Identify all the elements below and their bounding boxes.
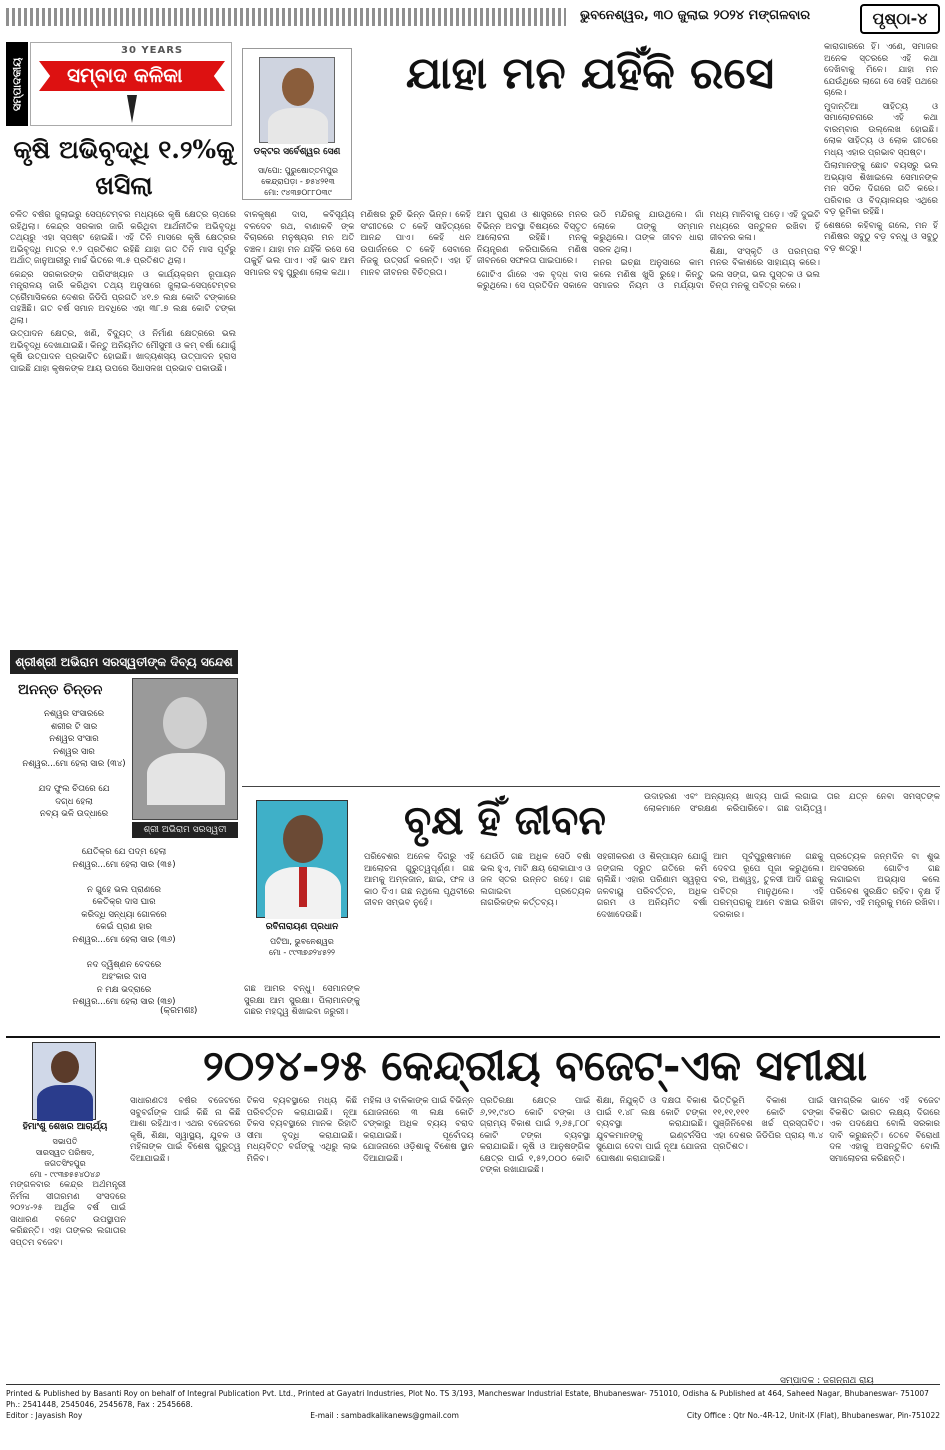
- saint-photo: [132, 678, 238, 820]
- page-number-badge: ପୃଷ୍ଠା-୪: [860, 4, 940, 34]
- poem-line: ଶରୀର ଟି ସାର: [50, 721, 98, 732]
- author-details: [244, 936, 360, 958]
- poem-top: [18, 708, 130, 821]
- portrait-head-icon: [163, 697, 207, 749]
- portrait-head-icon: [282, 68, 314, 106]
- portrait-body-icon: [147, 753, 225, 805]
- message-box-title: ଶ୍ରୀଶ୍ରୀ ଅଭିରାମ ସରସ୍ୱତୀଙ୍କ ଦିବ୍ୟ ସନ୍ଦେଶ: [10, 650, 238, 674]
- paper-name: ସମ୍ବାଦ କଳିକା: [67, 63, 183, 87]
- author-name: ଡକ୍ଟର ସର୍ବେଶ୍ୱର ସେଣ: [253, 147, 341, 157]
- poem-line: ନ ଗୁହେ ଭଲ ପ୍ରାଣରେ: [86, 884, 162, 895]
- paragraph: ମଙ୍ଗଳବାର କେନ୍ଦ୍ର ଅର୍ଥମନ୍ତ୍ରୀ ନିର୍ମଳା ସୀତାରମଣ ସଂସଦରେ ୨୦୨୪-୨୫ ଆର୍ଥିକ ବର୍ଷ ପାଇଁ ସାଧାରଣ ବଜେଟ ଉପସ୍ଥାପନ କରିଛନ୍ତି। ଏହା ତାଙ୍କର ଲଗାତାର ସପ୍ତମ ବଜେଟ।: [10, 1180, 126, 1248]
- paragraph: ଉତ୍ପାଦନ କ୍ଷେତ୍ର, ଖଣି, ବିଦ୍ୟୁତ୍ ଓ ନିର୍ମାଣ କ୍ଷେତ୍ରରେ ଭଲ ଅଭିବୃଦ୍ଧି ଦେଖାଯାଇଛି। କିନ୍ତୁ ଅନିୟମିତ ମୌସୁମୀ ଓ କମ୍ ବର୍ଷା ଯୋଗୁଁ କୃଷି ଉତ୍ପାଦନ ପ୍ରଭାବିତ ହୋଇଛି। ଖାଦ୍ୟଶସ୍ୟ ଉତ୍ପାଦନ ହ୍ରାସ ପାଇଛି ଯାହା କୃଷକଙ୍କ ଆୟ ଉପରେ ସିଧାସଳଖ ପ୍ରଭାବ ପକାଉଛି।: [10, 329, 236, 374]
- photo-caption: ଶ୍ରୀ ଅଭିରାମ ସରସ୍ୱତୀ: [132, 822, 238, 838]
- imprint-row: [6, 1410, 940, 1421]
- poem-line: ଅହଂକାର ଦାସ: [101, 972, 147, 982]
- author-place: ଜଗତସିଂହପୁର: [44, 1159, 86, 1168]
- decorative-strip: [6, 8, 566, 26]
- poem-line: ନଶ୍ୱର...ମୋ ହେଲା ସାର (୩୫): [72, 859, 176, 870]
- author-phone: ମୋ - ୯୯୩୭୬୨୪୫୨୨: [268, 948, 336, 957]
- poem-line: [18, 771, 130, 784]
- tie-icon: [299, 867, 307, 907]
- poem-line: [18, 871, 230, 884]
- paragraph: ପିଲାମାନଙ୍କୁ ଛୋଟ ବୟସରୁ ଭଲ ଅଭ୍ୟାସ ଶିଖାଇଲେ ସେମାନଙ୍କ ମନ ସଠିକ ଦିଗରେ ଗତି କରେ। ପରିବାର ଓ ବିଦ୍ୟାଳୟର ଏଥିରେ ବଡ଼ ଭୂମିକା ରହିଛି।: [824, 161, 938, 217]
- feature-headline: ଯାହା ମନ ଯହିଁକି ରସେ: [405, 47, 775, 99]
- author-name: ହିମାଂଶୁ ଶେଖର ଆଚାର୍ଯ୍ୟ: [22, 1122, 108, 1132]
- poem-line: ନଶ୍ୱର...ମୋ ହେଲା ସାର (୩୭): [72, 997, 176, 1007]
- paragraph: ଗୋଟିଏ ଗାଁରେ ଏକ ବୃଦ୍ଧ ବାସ କରୁଥିଲେ। ସେ ପ୍ରତିଦିନ ସକାଳେ ଉଠି ମନ୍ଦିରକୁ ଯାଉଥିଲେ। ଗାଁ ଲୋକେ ତାଙ୍କୁ ସମ୍ମାନ କରୁଥିଲେ। ତାଙ୍କ ଜୀବନ ଧାରା ସରଳ ଥିଲା।: [476, 210, 704, 291]
- poem-line: କେତିକ୍ର ଦାସ ଘାର: [92, 897, 156, 907]
- poem-line: ଯଦ ଫୁଲ ଚିତାରେ ଯେ: [38, 784, 110, 794]
- author-phone: ମୋ - ୯୯୩୭୫୫୪୦୪୬: [30, 1170, 100, 1179]
- poem-line: ନ ମକ୍ଷ ଭଦ୍ରାରେ: [96, 984, 152, 995]
- paragraph: ମହିଳା ଓ ବାଳିକାଙ୍କ ପାଇଁ ବିଭିନ୍ନ ଯୋଜନାରେ ୩ ଲକ୍ଷ କୋଟି ଟଙ୍କାରୁ ଅଧିକ ବ୍ୟୟ ବରାଦ କରାଯାଇଛି। ପୂର୍ବୋଦୟ ଯୋଜନାରେ ଓଡ଼ିଶାକୁ ବିଶେଷ ସ୍ଥାନ ଦିଆଯାଇଛି।: [363, 1096, 474, 1164]
- poem-bottom: [18, 846, 230, 1009]
- poem-line: ଦଗ୍ଧ ହେଲା: [55, 796, 93, 807]
- budget-article-body: [130, 1096, 940, 1378]
- author-name: ରବିନାରାୟଣ ପ୍ରଧାନ: [265, 922, 339, 932]
- poem-line: ନଶ୍ୱର ସଂସାରରେ: [43, 709, 105, 719]
- message-box-subtitle: ଅନନ୍ତ ଚିନ୍ତନ: [18, 682, 103, 698]
- budget-author-box: [10, 1042, 120, 1179]
- poem-line: ନଶ୍ୱର...ମୋ ହେଲା ସାର (୩୪): [22, 759, 126, 769]
- column-author-box: [242, 48, 352, 200]
- paragraph: ଶେଷରେ କହିବାକୁ ଗଲେ, ମନ ହିଁ ମଣିଷର ସବୁଠୁ ବଡ଼ ବନ୍ଧୁ ଓ ସବୁଠୁ ବଡ଼ ଶତ୍ରୁ।: [824, 220, 938, 254]
- editor-credit: ସମ୍ପାଦକ : ଜଗନ୍ନାଥ ରାୟ: [780, 1376, 874, 1386]
- paragraph: ଉଦାହରଣ ଏବଂ ଅନ୍ୟାନ୍ୟ ଖାଦ୍ୟ ପାଇଁ ଲୋକମାନେ ସଂରକ୍ଷଣ କରିପାରିବେ। ଗଛ ଲଗାଇ ତାର ଯତ୍ନ ନେବା ସମସ୍ତଙ୍କ ଦାୟିତ୍ୱ।: [644, 792, 940, 814]
- author-district: କେନ୍ଦ୍ରାପଡ଼ା - ୭୫୪୨୧୩: [261, 177, 335, 186]
- paragraph: ଶିକ୍ଷା, ନିଯୁକ୍ତି ଓ ଦକ୍ଷତା ବିକାଶ ପାଇଁ ୧.୪୮ ଲକ୍ଷ କୋଟି ଟଙ୍କା ବ୍ୟବସ୍ଥା କରାଯାଇଛି। ଯୁବକମାନଙ୍କୁ ଇଣ୍ଟର୍ନସିପ ସୁଯୋଗ ଦେବା ପାଇଁ ନୂଆ ଯୋଜନା ଘୋଷଣା କରାଯାଇଛି।: [596, 1096, 707, 1164]
- portrait-head-icon: [283, 815, 323, 863]
- divider: [6, 1036, 940, 1038]
- contact-email: E-mail : sambadkalikanews@gmail.com: [310, 1411, 459, 1420]
- author-phone: ମୋ: ୯୪୩୭୦୮୮୦୩୯: [264, 188, 332, 197]
- imprint-footer: [6, 1384, 940, 1421]
- author-photo: [259, 57, 335, 143]
- author-address: ସା/ପୋ: ପୁରୁଷୋତ୍ତମପୁର: [257, 166, 338, 175]
- tree-headline: ବୃକ୍ଷ ହିଁ ଜୀବନ: [404, 796, 606, 844]
- paragraph: କାରାଗାରରେ ହିଁ। ଏଣେ, ସମାଜର ଅନେକ ସ୍ତରରେ ଏହି କଥା ଦେଖିବାକୁ ମିଳେ। ଯାହା ମନ ଯେଉଁଥିରେ ଲାଗେ ସେ ସେହି ପଥରେ ଚାଲେ।: [824, 42, 938, 98]
- paragraph: ସହରୀକରଣ ଓ ଶିଳ୍ପାୟନ ଯୋଗୁଁ ଜଙ୍ଗଲ ଦ୍ରୁତ ଗତିରେ କମି ଚାଲିଛି। ଏହାର ପରିଣାମ ସ୍ୱରୂପ ଜଳବାୟୁ ପରିବର୍ତ୍ତନ, ଅଧିକ ଗରମ ଓ ଅନିୟମିତ ବର୍ଷା ଦେଖାଦେଉଛି।: [596, 852, 708, 920]
- page-header: [0, 0, 945, 38]
- poem-line: [18, 946, 230, 959]
- poem-line: ନଶ୍ୱର ସାର: [53, 746, 95, 757]
- paragraph: ପରିବେଶର ଅନେକ ଦିଗରୁ ଏହି ଆଲୋଚନା ଗୁରୁତ୍ୱପୂର୍ଣ୍ଣ। ଗଛ ଆମକୁ ଅମ୍ଳଜାନ, ଛାଇ, ଫଳ ଓ କାଠ ଦିଏ। ଗଛ ନଥିଲେ ପୃଥିବୀରେ ଜୀବନ ସମ୍ଭବ ନୁହେଁ।: [364, 852, 475, 908]
- masthead-logo: [30, 42, 232, 126]
- paragraph: ଗଛ ଆମର ବନ୍ଧୁ। ସେମାନଙ୍କ ସୁରକ୍ଷା ଆମ ସୁରକ୍ଷା। ପିଲାମାନଙ୍କୁ ଗଛର ମହତ୍ତ୍ୱ ଶିଖାଇବା ଜରୁରୀ।: [244, 984, 360, 1017]
- dateline: ଭୁବନେଶ୍ୱର, ୩୦ ଜୁଲାଇ ୨୦୨୪ ମଙ୍ଗଳବାର: [580, 8, 811, 23]
- author-details: [247, 165, 349, 198]
- paragraph: ଭିତ୍ତିଭୂମି ବିକାଶ ପାଇଁ ୧୧,୧୧,୧୧୧ କୋଟି ଟଙ୍କା ପୁଞ୍ଜିନିବେଶ ଖର୍ଚ୍ଚ ପ୍ରସ୍ତାବିତ। ଏହା ଦେଶର ଜିଡିପିର ପ୍ରାୟ ୩.୪ ପ୍ରତିଶତ।: [712, 1096, 824, 1152]
- paragraph: ମନର ଇଚ୍ଛା ଅନୁସାରେ କାମ କଲେ ମଣିଷ ଖୁସି ରୁହେ। କିନ୍ତୁ ସମାଜର ନିୟମ ଓ ମର୍ଯ୍ୟାଦା ମଧ୍ୟ ମାନିବାକୁ ପଡ଼େ। ଏହି ଦୁଇଟି ମଧ୍ୟରେ ସନ୍ତୁଳନ ରଖିବା ହିଁ ଜୀବନର କଳା।: [593, 210, 820, 291]
- pen-nib-icon: [127, 95, 137, 123]
- portrait-body-icon: [37, 1085, 93, 1121]
- imprint-line: Printed & Published by Basanti Roy on behalf of Integral Publication Pvt. Ltd., Printed at Gayatri Industries, Plot No. TS 3/193, Mancheswar Industrial Estate, Bhubaneswar- 751010, Odisha & Published at 464, Saheed Nagar, Bhubaneswar- 751007 Ph.: 2541448, 2545046, 2545678, Fax : 2545668.: [6, 1389, 929, 1409]
- paragraph: ପ୍ରତ୍ୟେକ ଜନ୍ମଦିନ ବା ଶୁଭ ଅବସରରେ ଗୋଟିଏ ଗଛ ଲଗାଇବା ଅଭ୍ୟାସ କଲେ ପରିବେଶ ସୁରକ୍ଷିତ ରହିବ। ବୃକ୍ଷ ହିଁ ଜୀବନ, ଏହି ମନ୍ତ୍ରକୁ ମନେ ରଖିବା।: [829, 852, 940, 908]
- author-details: [10, 1136, 120, 1180]
- lead-article-body: [10, 210, 236, 642]
- lead-headline: କୃଷି ଅଭିବୃଦ୍ଧି ୧.୨%କୁ ଖସିଲା: [13, 135, 235, 200]
- paragraph: ସାମଗ୍ରିକ ଭାବେ ଏହି ବଜେଟ ବିକଶିତ ଭାରତ ଲକ୍ଷ୍ୟ ଦିଗରେ ଏକ ପଦକ୍ଷେପ ବୋଲି ସରକାର ଦାବି କରୁଛନ୍ତି। ତେବେ ବିରୋଧୀ ଦଳ ଏହାକୁ ଅସନ୍ତୁଳିତ ବୋଲି ସମାଲୋଚନା କରିଛନ୍ତି।: [829, 1096, 940, 1164]
- anniversary-label: 30 YEARS: [121, 45, 184, 56]
- section-label: ସମ୍ପାଦକୀୟ: [6, 42, 28, 126]
- paragraph: ଆମ ପୁରାଣ ଓ ଶାସ୍ତ୍ରରେ ମନର ବିଭିନ୍ନ ଅବସ୍ଥା ବିଷୟରେ ବିସ୍ତୃତ ଆଲୋଚନା ରହିଛି। ମନକୁ ନିୟନ୍ତ୍ରଣ କରିପାରିଲେ ମଣିଷ ଜୀବନରେ ସଫଳତା ପାଇପାରେ।: [476, 210, 588, 266]
- paragraph: କେନ୍ଦ୍ର ସରକାରଙ୍କ ପରିସଂଖ୍ୟାନ ଓ କାର୍ଯ୍ୟକ୍ରମ ରୂପାୟନ ମନ୍ତ୍ରାଳୟ ଜାରି କରିଥିବା ତଥ୍ୟ ଅନୁସାରେ ଜୁଲାଇ-ସେପ୍ଟେମ୍ବର ତ୍ରୈମାସିକରେ ଦେଶର ଜିଡିପି ପ୍ରଗତି ୪୧.୭ ଲକ୍ଷ କୋଟି ଟଙ୍କାରେ ପହଞ୍ଚିଛି। ଗତ ବର୍ଷ ସମାନ ଅବଧିରେ ଏହା ୩୮.୭ ଲକ୍ଷ କୋଟି ଟଙ୍କା ଥିଲା।: [10, 269, 236, 326]
- author-place: ପଟିଆ, ଭୁବନେଶ୍ୱର: [270, 937, 334, 946]
- paragraph: ବାଳକୃଷ୍ଣ ଦାସ, କବିସୂର୍ଯ୍ୟ ବଳଦେବ ରଥ, ବାଣାକବି ଙ୍କ ବିଚାରରେ ମନୁଷ୍ୟର ମନ ଅତି ଚଞ୍ଚଳ। ଯାହା ମନ ଯହିଁକି ରସେ ସେ ତାକୁହିଁ ଭଲ ପାଏ। ଏହି ଭାବ ଆମ ସମାଜର ବହୁ ପୁରୁଣା ଲୋକ କଥା।: [244, 210, 355, 278]
- tree-author-box: [244, 794, 360, 980]
- divider: [242, 786, 940, 787]
- portrait-head-icon: [51, 1051, 79, 1083]
- budget-headline: ୨୦୨୪-୨୫ କେନ୍ଦ୍ରୀୟ ବଜେଟ୍-ଏକ ସମୀକ୍ଷା: [202, 1041, 868, 1090]
- tree-article-topright: [644, 792, 940, 852]
- feature-article-body: [244, 210, 820, 780]
- poem-line: କରିଦ୍ଧି ସନ୍ଧ୍ୟା ଗୋଳରେ: [81, 909, 167, 920]
- paragraph: ଚଳିତ ବର୍ଷର ଜୁଲାଇରୁ ସେପ୍ଟେମ୍ବର ମଧ୍ୟରେ କୃଷି କ୍ଷେତ୍ର ଚାପରେ ରହିଥିଲା। କେନ୍ଦ୍ର ସରକାର ଜାରି କରିଥିବା ଆର୍ଥନୀତିକ ଅଭିବୃଦ୍ଧି ତଥ୍ୟରୁ ଏହା ସ୍ପଷ୍ଟ ହୋଇଛି। ଏହି ତିନି ମାସରେ କୃଷି କ୍ଷେତ୍ରର ଅଭିବୃଦ୍ଧି ମାତ୍ର ୧.୨ ପ୍ରତିଶତ ରହିଛି ଯାହା ଗତ ତିନି ମାସ ପୂର୍ବରୁ ଅର୍ଥାତ୍ ଜାନୁଆରୀରୁ ମାର୍ଚ୍ଚ ଭିତରେ ୩.୫ ପ୍ରତିଶତ ଥିଲା।: [10, 210, 236, 266]
- feature-article-sidebar: [824, 42, 938, 780]
- author-photo: [32, 1042, 96, 1120]
- paragraph: ମଣିଷର ରୁଚି ଭିନ୍ନ ଭିନ୍ନ। କେହି ସଂଗୀତରେ ତ କେହି ସାହିତ୍ୟରେ ଆନନ୍ଦ ପାଏ। କେହି ଧନ ଉପାର୍ଜନରେ ତ କେହି ସେବାରେ ନିଜକୁ ଉତ୍ସର୍ଗ କରନ୍ତି। ଏହା ହିଁ ମାନବ ଜୀବନର ବିଚିତ୍ରତା।: [360, 210, 471, 278]
- portrait-body-icon: [268, 108, 328, 144]
- city-office: City Office : Qtr No.-4R-12, Unit-IX (Flat), Bhubaneswar, Pin-751022: [686, 1411, 940, 1420]
- poem-line: କେଇଁ ପ୍ରାଣ ହାର: [96, 922, 152, 932]
- poem-line: ଯେତିକ୍ର ଯେ ପଦ୍ମ ହେଲା: [81, 847, 167, 857]
- budget-article-intro: [10, 1180, 126, 1376]
- paragraph: ଆମ ପୂର୍ବପୁରୁଷମାନେ ଗଛକୁ ଦେବତା ରୂପେ ପୂଜା କରୁଥିଲେ। ବର, ଅଶ୍ୱତ୍ଥ, ତୁଳସୀ ଆଦି ଗଛକୁ ପବିତ୍ର ମାନୁଥିଲେ। ଏହି ପରମ୍ପରାକୁ ଆମେ ବଞ୍ଚାଇ ରଖିବା ଦରକାର।: [713, 852, 824, 920]
- poem-line: ନଦ ଦ୍ୱିଷ୍ଣନ ବେଦରେ: [86, 959, 162, 970]
- message-box: [10, 650, 238, 1022]
- continued-label: (କ୍ରମଶଃ): [160, 1006, 198, 1016]
- tree-article-body: [364, 852, 940, 1032]
- author-role: ସଭାପତି: [52, 1137, 78, 1146]
- paragraph: ଶିକ୍ଷା, ସଂସ୍କୃତି ଓ ପରମ୍ପରା ମନର ବିକାଶରେ ସାହାଯ୍ୟ କରେ। ଭଲ ସଙ୍ଗ, ଭଲ ପୁସ୍ତକ ଓ ଭଲ ଚିନ୍ତା ମନକୁ ପବିତ୍ର କରେ।: [709, 246, 820, 291]
- paragraph: ସାଧାରଣତଃ ବର୍ଷର ବଜେଟରେ ସବୁବର୍ଗଙ୍କ ପାଇଁ କିଛି ନା କିଛି ଆଶା ରହିଥାଏ। ଏଥର ବଜେଟରେ କୃଷି, ଶିକ୍ଷା, ସ୍ୱାସ୍ଥ୍ୟ, ଯୁବକ ଓ ମହିଳାଙ୍କ ପାଇଁ ବିଶେଷ ଗୁରୁତ୍ୱ ଦିଆଯାଇଛି।: [130, 1096, 241, 1164]
- poem-line: ନଶ୍ୱର ସଂସାର: [49, 734, 99, 744]
- paragraph: ଯେଉଁଠି ଗଛ ଅଧିକ ସେଠି ବର୍ଷା ଭଲ ହୁଏ, ମାଟି କ୍ଷୟ ରୋକାଯାଏ ଓ ଜଳ ସ୍ତର ଉନ୍ନତ ରହେ। ଗଛ ଲଗାଇବା ପ୍ରତ୍ୟେକ ନାଗରିକଙ୍କ କର୍ତ୍ତବ୍ୟ।: [480, 852, 591, 908]
- author-org: ସାରସ୍ୱତ ପରିଷଦ,: [35, 1148, 95, 1157]
- editor-name: Editor : Jayasish Roy: [6, 1411, 83, 1420]
- paragraph: ମୁଦାନ୍ତିଆ ସାହିତ୍ୟ ଓ ସମାଲୋଚନାରେ ଏହି କଥା ବାରମ୍ବାର ଉଲ୍ଲେଖ ହୋଇଛି। ଲୋକ ସାହିତ୍ୟ ଓ ଲୋକ ଗୀତରେ ମଧ୍ୟ ଏହାର ପ୍ରଭାବ ସ୍ପଷ୍ଟ।: [824, 101, 938, 158]
- paragraph: ଟିକସ ବ୍ୟବସ୍ଥାରେ ମଧ୍ୟ କିଛି ପରିବର୍ତ୍ତନ କରାଯାଇଛି। ନୂଆ ଟିକସ ବ୍ୟବସ୍ଥାରେ ମାନକ ରିହାତି ସୀମା ବୃଦ୍ଧି କରାଯାଇଛି। ମଧ୍ୟବିତ୍ତ ବର୍ଗଙ୍କୁ ଏଥିରୁ ଲାଭ ମିଳିବ।: [246, 1096, 358, 1164]
- poem-line: ନଶ୍ୱର...ମୋ ହେଲା ସାର (୩୬): [72, 934, 176, 945]
- poem-line: ନବ୍ୟ ଭଳି ଉଦ୍ଧାରେ: [39, 809, 109, 819]
- paragraph: ପ୍ରତିରକ୍ଷା କ୍ଷେତ୍ର ପାଇଁ ୬,୨୧,୯୪୦ କୋଟି ଟଙ୍କା ଓ ଗ୍ରାମ୍ୟ ବିକାଶ ପାଇଁ ୨,୬୫,୮୦୮ କୋଟି ଟଙ୍କା ବ୍ୟବସ୍ଥା କରାଯାଇଛି। କୃଷି ଓ ଆନୁଷଙ୍ଗିକ କ୍ଷେତ୍ର ପାଇଁ ୧,୫୨,୦୦୦ କୋଟି ଟଙ୍କା ରଖାଯାଇଛି।: [479, 1096, 591, 1175]
- author-photo: [256, 800, 348, 918]
